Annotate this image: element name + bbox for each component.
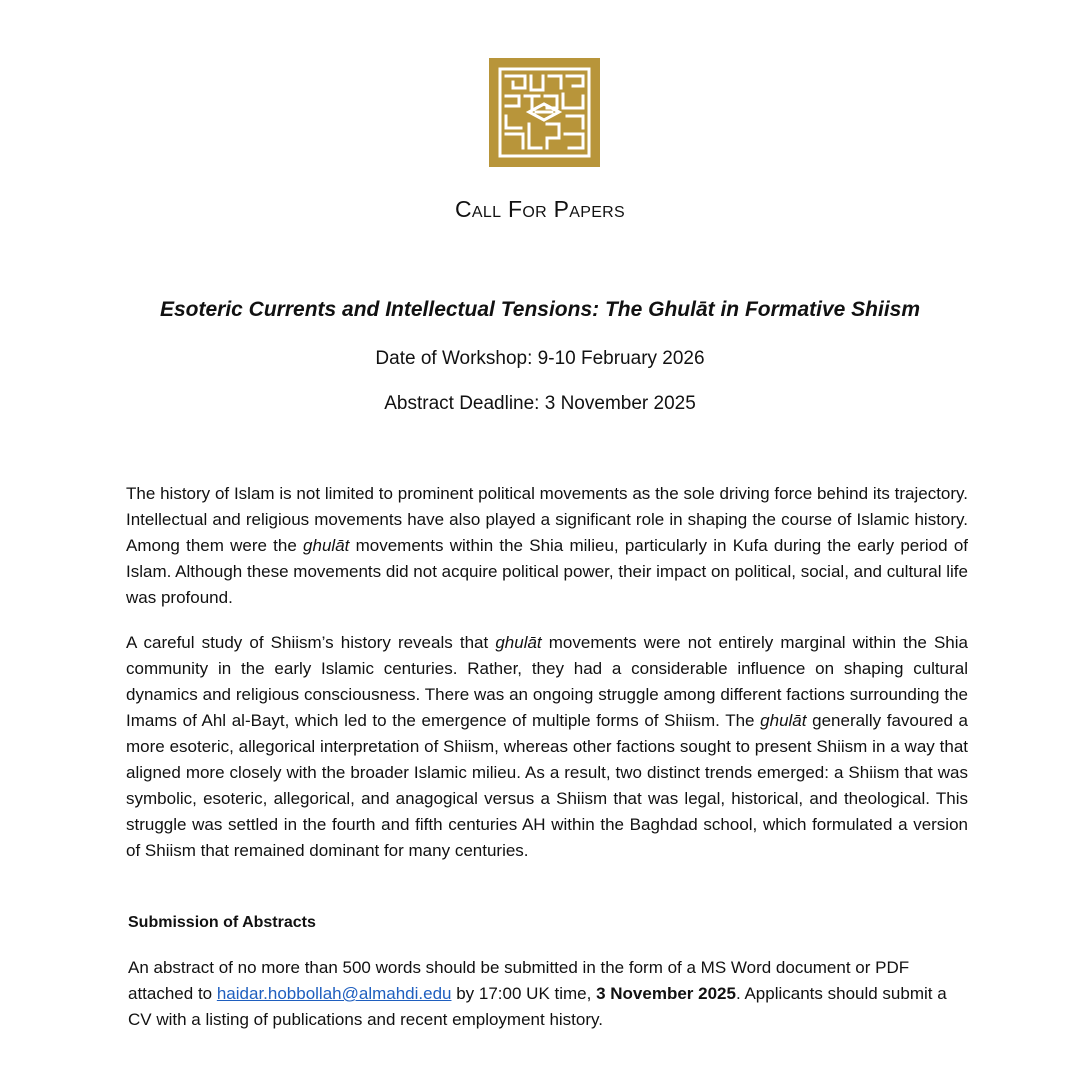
history-term-ghulat-1: ghulāt xyxy=(495,633,542,652)
workshop-date: Date of Workshop: 9-10 February 2026 xyxy=(375,348,705,369)
intro-term-ghulat: ghulāt xyxy=(303,536,350,555)
history-text-3: generally favoured a more esoteric, allegorical interpretation of Shiism, whereas other factions sought to present Shiism in a way that aligned more closely with the broader Islamic milieu. As a result, two distinct trends emerged: a Shiism that was symbolic, esoteric, allegorical, and anagogical versus a Shiism that was legal, historical, and theological. This struggle was settled in the fourth and fifth centuries AH within the Baghdad school, which formulated a version of Shiism that remained dominant for many centuries. xyxy=(126,711,968,860)
workshop-title: Esoteric Currents and Intellectual Tensions: The Ghulāt in Formative Shiism xyxy=(159,298,921,321)
history-paragraph xyxy=(126,630,968,864)
submission-deadline: 3 November 2025 xyxy=(596,984,736,1003)
history-text-1: A careful study of Shiism’s history reveals that xyxy=(126,633,496,652)
history-text-2: movements were not entirely marginal within the Shia community in the early Islamic centuries. Rather, they had a considerable influence on shaping cultural dynamics and religious consciousness. There was an ongoing struggle among different factions surrounding the Imams of Ahl al-Bayt, which led to the emergence of multiple forms of Shiism. The xyxy=(126,633,968,730)
kufic-calligraphy-logo xyxy=(489,58,600,167)
history-term-ghulat-2: ghulāt xyxy=(760,711,807,730)
contact-email-link[interactable]: haidar.hobbollah@almahdi.edu xyxy=(216,984,452,1003)
submission-text-1: An abstract of no more than 500 words should be submitted in the form of a MS Word document or PDF attached to xyxy=(128,958,910,1003)
submission-text-3: . Applicants should submit a CV with a listing of publications and recent employment history. xyxy=(128,984,947,1029)
call-for-papers-heading: Call For Papers xyxy=(455,196,625,222)
submission-text-2: by 17:00 UK time, xyxy=(451,984,597,1003)
intro-text-2: movements within the Shia milieu, particularly in Kufa during the early period of Islam. Although these movements did not acquire political power, their impact on political, social, and cultural life was profound. xyxy=(126,536,968,607)
submission-heading: Submission of Abstracts xyxy=(128,914,316,931)
abstract-deadline: Abstract Deadline: 3 November 2025 xyxy=(384,393,696,414)
submission-paragraph xyxy=(128,955,970,1033)
intro-paragraph xyxy=(126,481,968,611)
intro-text-1: The history of Islam is not limited to prominent political movements as the sole driving force behind its trajectory. Intellectual and religious movements have also played a significant role in shaping the course of Islamic history. Among them were the xyxy=(126,484,968,555)
